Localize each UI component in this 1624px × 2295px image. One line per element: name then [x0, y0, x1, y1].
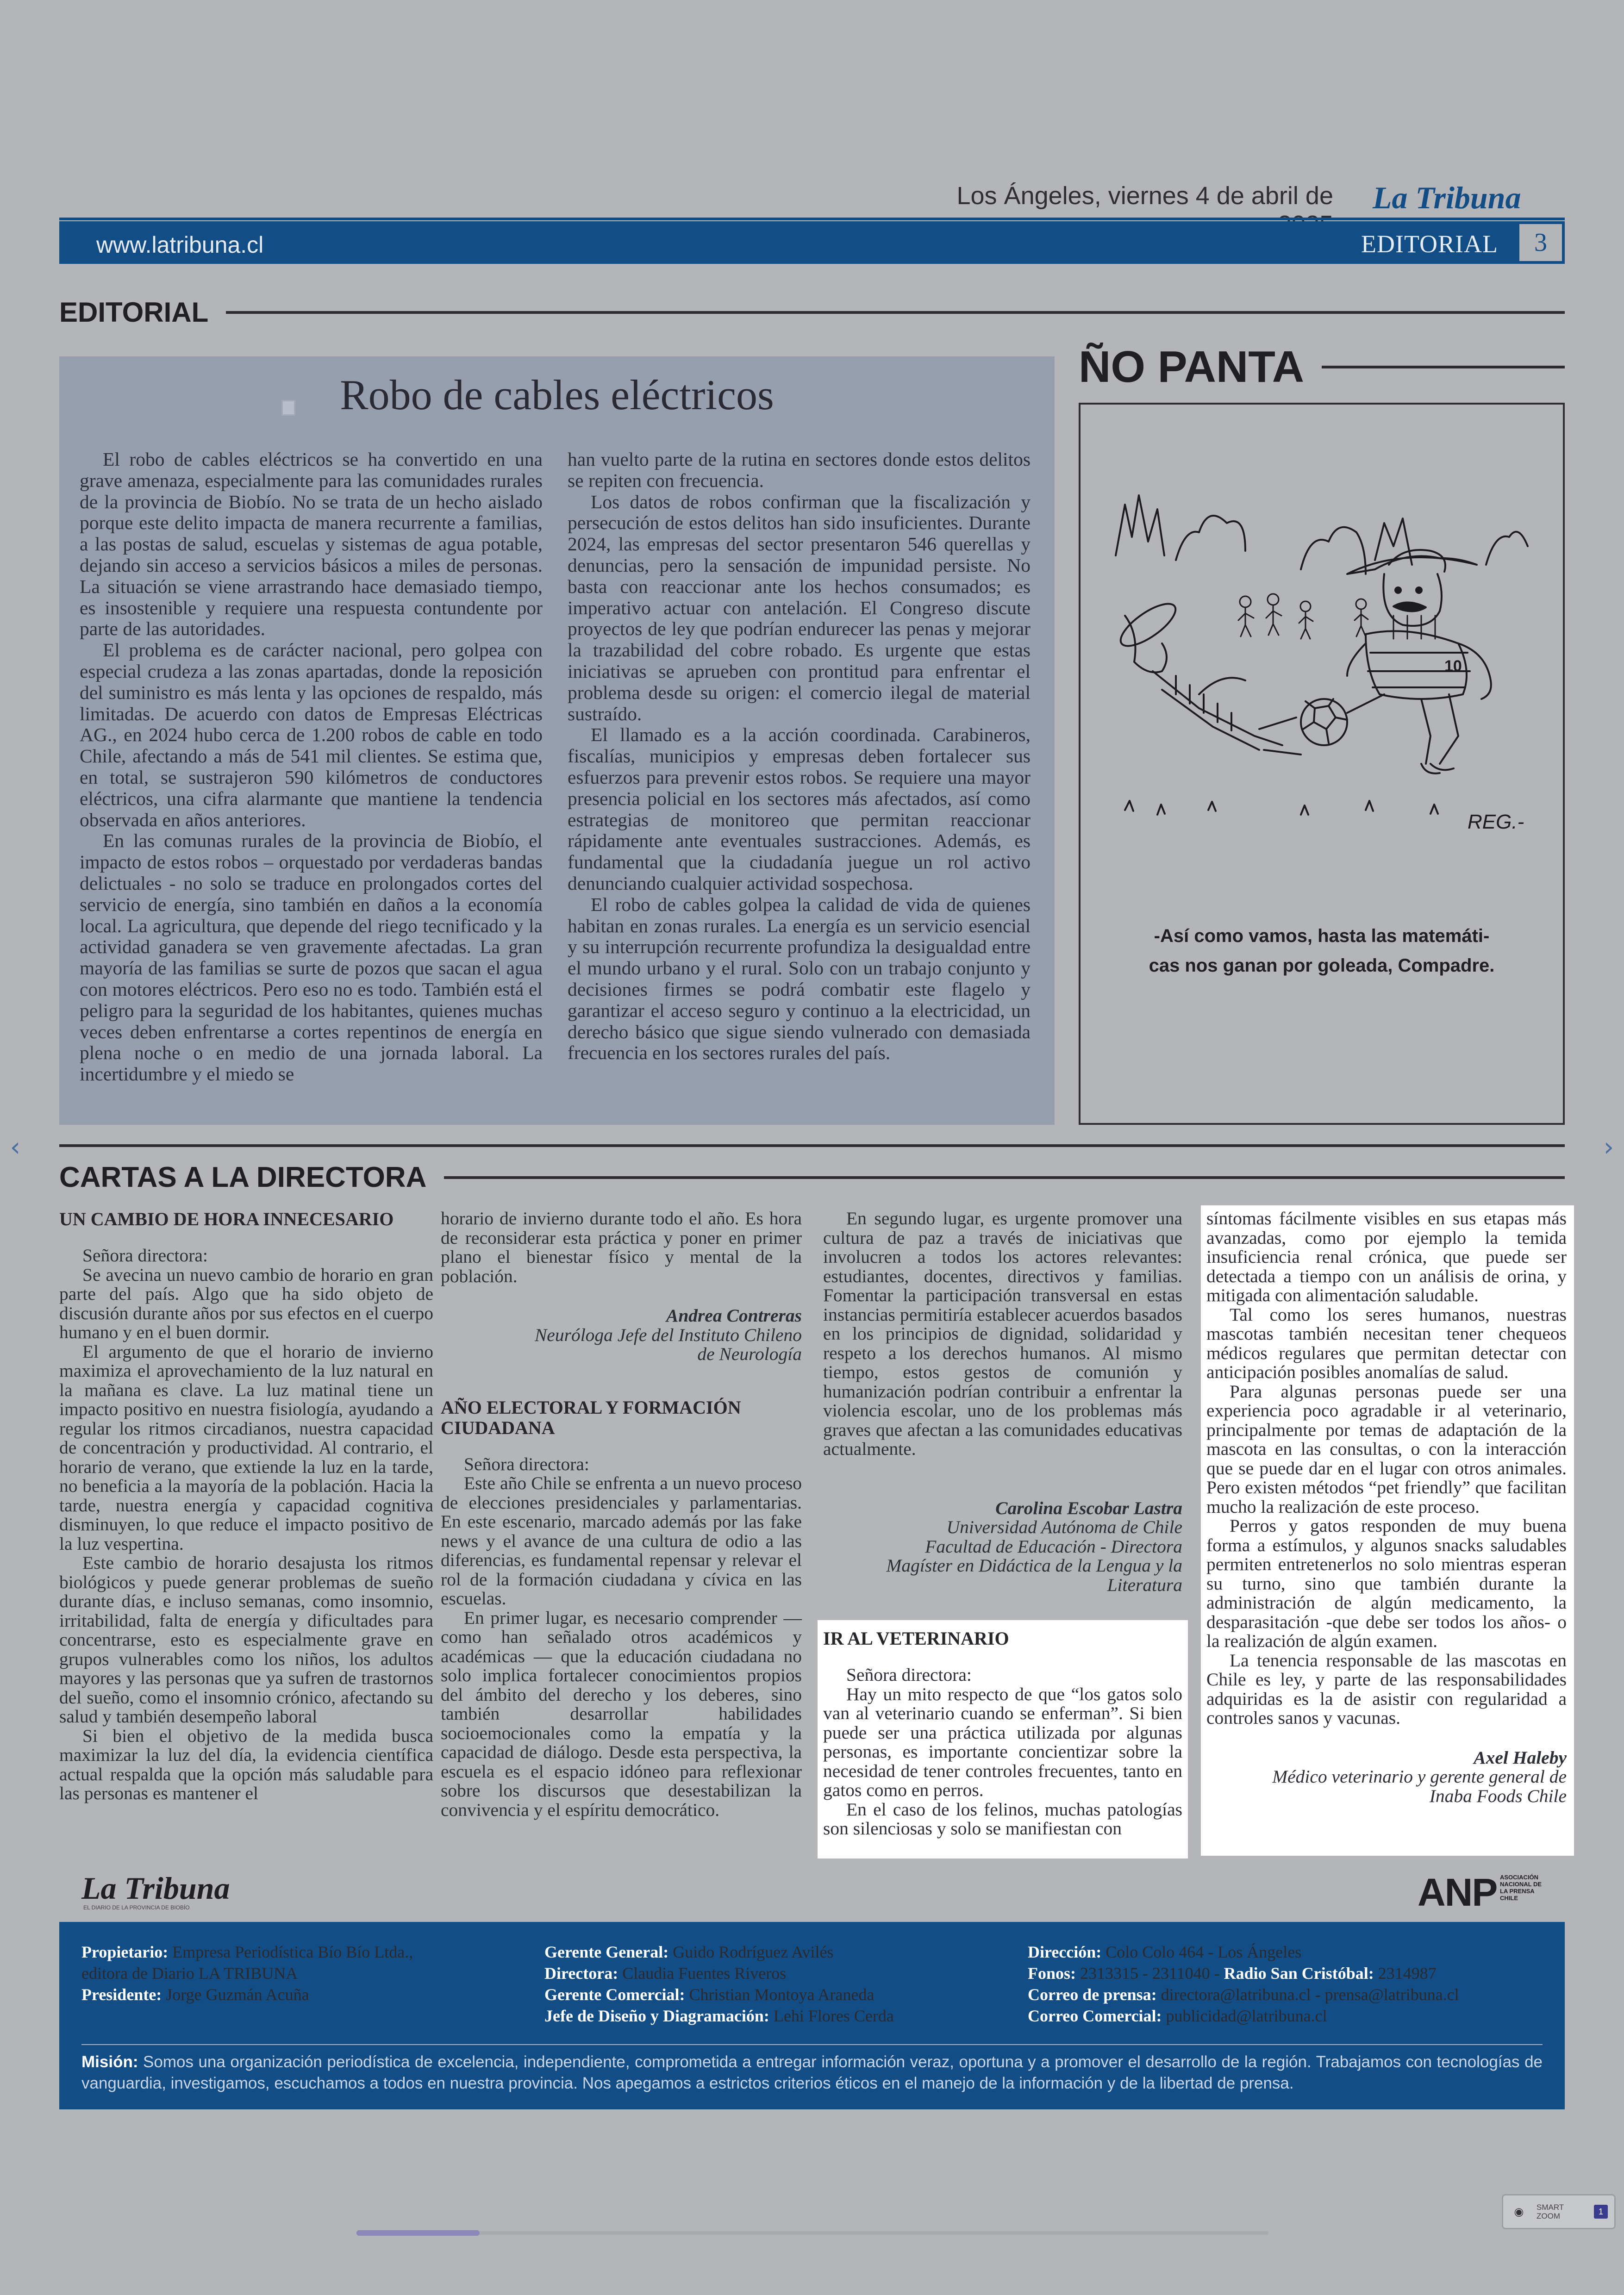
footer-label: Correo Comercial: [1028, 2007, 1162, 2025]
signature-role: Facultad de Educación - Directora [925, 1536, 1182, 1557]
chevron-right-icon[interactable]: › [1603, 1132, 1614, 1162]
footer-label: Directora: [544, 1964, 618, 1983]
cartoon-illustration [1106, 477, 1537, 884]
cartoon-caption [1111, 921, 1532, 980]
letter-salutation: Señora directora: [846, 1665, 972, 1685]
footer-label: Jefe de Diseño y Diagramación: [544, 2007, 769, 2025]
editorial-paragraph: El robo de cables eléctricos se ha convertido en una grave amenaza, especialmente para las comunidades rurales de la provincia de Biobío. No se trata de un hecho aislado porque este delito impacta de manera recurrente a familias, a las postas de salud, escuelas y sistemas de agua potable, dejando sin acceso a servicios básicos a miles de personas. La situación se viene arrastrando hace demasiado tiempo, es insostenible y requiere una respuesta contundente por parte de las autoridades. [80, 449, 543, 640]
letters-column-2 [441, 1209, 802, 1820]
site-url-link[interactable]: www.latribuna.cl [96, 232, 264, 258]
editorial-paragraph: En las comunas rurales de la provincia de Biobío, el impacto de estos robos – orquestado por verdaderas bandas delictuales - no solo se traduce en prolongados cortes del servicio de energía, sino también en daños a la economía local. La agricultura, que depende del riego tecnificado y la actividad ganadera se ven gravemente afectadas. La gran mayoría de las familias se surte de pozos que sacan el agua con motores eléctricos. Pero eso no es todo. También está el peligro para la seguridad de los habitantes, quienes muchas veces deben enfrentarse a cortes repentinos de energía en plena noche o en medio de una jornada laboral. La incertidumbre y el miedo se [80, 830, 543, 1085]
divider [226, 311, 1565, 314]
letter-title-line: AÑO ELECTORAL Y FORMACIÓN [441, 1397, 741, 1418]
chevron-left-icon[interactable]: ‹ [10, 1132, 21, 1162]
footer-label: Propietario: [81, 1943, 169, 1961]
footer-column-1 [81, 1941, 544, 2005]
letters-column-1 [59, 1209, 433, 1803]
editorial-paragraph: han vuelto parte de la rutina en sectores donde estos delitos se repiten con frecuencia. [568, 449, 1031, 491]
footer-column-3 [1028, 1941, 1555, 2027]
jersey-number: 10 [1444, 657, 1462, 675]
header-rule [59, 218, 1565, 220]
editorial-section-label: EDITORIAL [59, 297, 209, 328]
letter-paragraph: Este cambio de horario desajusta los ritmos biológicos y puede generar problemas de sueño durante días, e incluso semanas, como insomnio, irritabilidad, falta de energía y dificultades para concentrarse, esto es especialmente grave en grupos vulnerables como los niños, los adultos mayores y las personas que ya sufren de trastornos del sueño, como el insomnio crónico, afectando su salud y también desempeño laboral [59, 1553, 433, 1727]
signature-name: Andrea Contreras [666, 1305, 802, 1326]
grass [1125, 801, 1438, 815]
editorial-column-1 [80, 449, 543, 1085]
header-bar [59, 221, 1565, 264]
section-name: EDITORIAL [1361, 230, 1498, 258]
footer-value: editora de Diario LA TRIBUNA [81, 1964, 298, 1983]
letter-paragraph: Se avecina un nuevo cambio de horario en gran parte del país. Algo que ha sido objeto de discusión durante años por sus efectos en el cuerpo humano y en el buen dormir. [59, 1264, 433, 1342]
caption-line: -Así como vamos, hasta las matemáti- [1154, 926, 1490, 946]
letter-paragraph: síntomas fácilmente visibles en sus etapas más avanzadas, como por ejemplo la temida insuficiencia renal crónica, que puede ser detectada a tiempo con un análisis de orina, y mitigada con alimentación saludable. [1206, 1208, 1567, 1305]
signature-role: Inaba Foods Chile [1429, 1785, 1567, 1806]
footer-value: Empresa Periodística Bío Bío Ltda., [172, 1943, 413, 1961]
signature-name: Axel Haleby [1474, 1747, 1567, 1768]
letter-paragraph: La tenencia responsable de las mascotas en Chile es ley, y parte de las responsabilidades adquiridas es la de asistir con regularidad a controles sanos y vacunas. [1206, 1650, 1567, 1728]
tree-outline [1176, 516, 1245, 560]
footer-value: Christian Montoya Araneda [689, 1985, 874, 2004]
divider [59, 1144, 1565, 1147]
signature-role: Neuróloga Jefe del Instituto Chileno [534, 1324, 802, 1345]
tree-outline [1486, 532, 1528, 565]
caption-line: cas nos ganan por goleada, Compadre. [1149, 955, 1495, 976]
eye-icon: ◉ [1514, 2205, 1524, 2218]
anp-tagline: ASOCIACIÓN NACIONAL DE LA PRENSA CHILE [1500, 1874, 1542, 1902]
footer-value: Jorge Guzmán Acuña [166, 1985, 309, 2004]
soccer-ball [1301, 699, 1347, 745]
mission-label: Misión: [81, 2053, 138, 2071]
footer-label: Gerente Comercial: [544, 1985, 685, 2004]
letter-vet-start [823, 1628, 1182, 1839]
letter-title-line: CIUDADANA [441, 1417, 555, 1438]
signature-role: Médico veterinario y gerente general de [1272, 1766, 1567, 1787]
editorial-paragraph: Los datos de robos confirman que la fiscalización y persecución de estos delitos han sido insuficientes. Durante 2024, las empresas del sector presentaron 546 querellas y denuncias, pero la sensación de impunidad persiste. No basta con reaccionar ante los hechos consumados; es imperativo actuar con antelación. El Congreso discute proyectos de ley que podrían endurecer las penas y mejorar la trazabilidad del cobre robado. Es urgente que estas iniciativas se aprueben con prontitud para enfrentar el problema desde su origen: el comercio ilegal de material sustraído. [568, 491, 1031, 724]
signature-role: Literatura [1107, 1574, 1182, 1595]
footer-value: Lehi Flores Cerda [773, 2007, 894, 2025]
signature-role: Universidad Autónoma de Chile [946, 1517, 1182, 1537]
divider [81, 2044, 1543, 2045]
letter-signature [441, 1306, 802, 1364]
footer-email-link[interactable]: directora@latribuna.cl - prensa@latribuna.cl [1161, 1985, 1459, 2004]
editorial-paragraph: El robo de cables golpea la calidad de vida de quienes habitan en zonas rurales. La energía es un servicio esencial y su interrupción recurrente profundiza la desigualdad entre el mundo urbano y el rural. Solo con un trabajo conjunto y decisiones firmes se podrá combatir este flagelo y garantizar el acceso seguro y continuo a la electricidad, un derecho básico que sigue siendo vulnerado con demasiada frecuencia en los sectores rurales del país. [568, 893, 1031, 1064]
smart-zoom-label-line: SMART [1537, 2203, 1564, 2212]
editorial-title: Robo de cables eléctricos [340, 371, 774, 418]
editorial-column-2 [568, 449, 1031, 1064]
footer-value: 2314987 [1378, 1964, 1437, 1983]
letter-paragraph: En primer lugar, es necesario comprender — como han señalado otros académicos y académicas — que la educación ciudadana no solo implica fortalecer conocimientos propios del ámbito del derecho y los deberes, sino también desarrollar habilidades socioemocionales como la empatía y la capacidad de diálogo. Desde esta perspectiva, la escuela es el espacio idóneo para reflexionar sobre los discursos que desestabilizan la convivencia y el espíritu democrático. [441, 1607, 802, 1820]
letters-column-3 [823, 1209, 1182, 1595]
letter-paragraph: horario de invierno durante todo el año. Es hora de reconsiderar esta práctica y poner en primer plano el bienestar físico y mental de la población. [441, 1208, 802, 1286]
letter-salutation: Señora directora: [464, 1453, 589, 1474]
letter-paragraph: Tal como los seres humanos, nuestras mascotas también necesitan tener chequeos médicos regulares que permitan detectar con anticipación posibles anomalías de salud. [1206, 1304, 1567, 1382]
footer-logo: La Tribuna [81, 1871, 230, 1906]
footer-value: Claudia Fuentes Riveros [622, 1964, 787, 1983]
footer-column-2 [544, 1941, 1007, 2027]
mission-statement [81, 2052, 1543, 2094]
signature-role: Magíster en Didáctica de la Lengua y la [886, 1555, 1182, 1576]
dateline: Los Ángeles, viernes 4 de abril de [956, 182, 1333, 210]
cartoon-section-label: ÑO PANTA [1079, 342, 1305, 392]
footer-value: Colo Colo 464 - Los Ángeles [1106, 1943, 1302, 1961]
footer-email-link[interactable]: publicidad@latribuna.cl [1166, 2007, 1327, 2025]
cartoonist-signature: REG.- [1468, 811, 1524, 833]
footer-label: Presidente: [81, 1985, 162, 2004]
letters-section-label: CARTAS A LA DIRECTORA [59, 1161, 427, 1193]
letter-paragraph: En el caso de los felinos, muchas patologías son silenciosas y solo se manifiestan con [823, 1799, 1182, 1839]
letter-signature [1206, 1748, 1567, 1806]
standing-player [1347, 550, 1491, 773]
smart-zoom-label [1537, 2203, 1564, 2220]
footer-value: Guido Rodríguez Avilés [673, 1943, 834, 1961]
tree-outline [1116, 495, 1164, 555]
letter-paragraph: En segundo lugar, es urgente promover una cultura de paz a través de iniciativas que involucren a todos los actores relevantes: estudiantes, docentes, directivos y familias. Fomentar la participación transversal en estas instancias permitiría establecer acuerdos basados en los principios de dignidad, solidaridad y respeto a los derechos humanos. Al mismo tiempo, estos gestos de comunión y humanización podrían contribuir a enfrentar la violencia escolar, uno de los problemas más graves que afectan a las comunidades educativas actualmente. [823, 1208, 1182, 1459]
editorial-paragraph: El llamado es a la acción coordinada. Carabineros, fiscalías, municipios y empresas deben fortalecer sus esfuerzos para prevenir estos robos. Se requiere una mayor presencia policial en los sectores más afectados, así como estrategias de monitoreo que permitan reaccionar rápidamente ante eventuales sustracciones. Además, es fundamental que la ciudadanía juegue un rol activo denunciando cualquier actividad sospechosa. [568, 724, 1031, 894]
letter-signature [823, 1499, 1182, 1595]
letter-paragraph: Si bien el objetivo de la medida busca maximizar la luz del día, la evidencia científica actual respalda que la opción más saludable para las personas es mantener el [59, 1725, 433, 1803]
footer-label: Correo de prensa: [1028, 1985, 1157, 2004]
divider [444, 1176, 1565, 1179]
anp-logo: ANP [1418, 1871, 1497, 1914]
page-scrollbar-thumb[interactable] [356, 2230, 480, 2236]
smart-zoom-label-line: ZOOM [1537, 2212, 1560, 2220]
footer-label: Fonos: [1028, 1964, 1076, 1983]
cartoon-section-head [1079, 342, 1565, 393]
page-scrollbar-track[interactable] [356, 2231, 1268, 2235]
letter-title: IR AL VETERINARIO [823, 1628, 1009, 1649]
letter-salutation: Señora directora: [82, 1245, 208, 1266]
mission-text: Somos una organización periodística de excelencia, independiente, comprometida a entregar información veraz, oportuna y a promover el desarrollo de la región. Trabajamos con tecnologías de vanguardia, investigamos, escuchamos a todos en nuestra provincia. Nos apegamos a estrictos criterios éticos en el manejo de la información y de la libertad de prensa. [81, 2053, 1543, 2092]
letter-paragraph: Perros y gatos responden de muy buena forma a estímulos, y algunos snacks saludables permiten entretenerlos no solo mientras esperan su turno, sino que también durante la administración de algún medicamento, la desparasitación -que debe ser todos los años- o la realización de algún examen. [1206, 1515, 1567, 1651]
divider [1322, 366, 1565, 368]
letter-title [441, 1397, 802, 1438]
signature-name: Carolina Escobar Lastra [995, 1497, 1182, 1518]
tree-outline [1301, 527, 1366, 574]
letters-section-head [59, 1161, 1565, 1194]
page-number: 3 [1519, 221, 1565, 264]
letter-paragraph: Hay un mito respecto de que “los gatos solo van al veterinario cuando se enferman”. Si bien puede ser una práctica utilizada por algunas personas, es importante concientizar sobre la necesidad de tener controles frecuentes, tanto en gatos como en perros. [823, 1684, 1182, 1800]
letter-title: UN CAMBIO DE HORA INNECESARIO [59, 1209, 394, 1229]
footer-label: Radio San Cristóbal: [1224, 1964, 1374, 1983]
smart-zoom-button[interactable] [1502, 2194, 1616, 2229]
signature-role: de Neurología [697, 1344, 802, 1364]
footer-label: Gerente General: [544, 1943, 669, 1961]
footer-value: 2313315 - 2311040 - [1080, 1964, 1220, 1983]
letter-paragraph: El argumento de que el horario de invierno maximiza el aprovechamiento de la luz natural en la mañana es clave. La luz matinal tiene un impacto positivo en nuestra fisiología, ayudando a regular los ritmos circadianos, nuestra capacidad de concentración y productividad. Al contrario, el horario de verano, que extiende la luz en la tarde, no beneficia a la mayoría de la población. Hacia la tarde, nuestra energía y capacidad cognitiva disminuyen, lo que reduce el impacto positivo de la luz vespertina. [59, 1341, 433, 1554]
masthead-logo: La Tribuna [1373, 180, 1521, 215]
smart-zoom-badge: 1 [1594, 2205, 1608, 2219]
letter-paragraph: Este año Chile se enfrenta a un nuevo proceso de elecciones presidenciales y parlamentarias. En este escenario, marcado además por las fake news y el avance de una cultura de odio a las diferencias, es fundamental repensar y relevar el rol de la formación ciudadana y cívica en las escuelas. [441, 1473, 802, 1609]
editorial-section-head [59, 296, 1565, 328]
footer-label: Dirección: [1028, 1943, 1102, 1961]
editorial-paragraph: El problema es de carácter nacional, pero golpea con especial crudeza a las zonas apartadas, donde la reposición del suministro es más lenta y las opciones de respaldo, más limitadas. De acuerdo con datos de Empresas Eléctricas AG., en 2024 hubo cerca de 1.200 robos de cable en todo Chile, afectando a más de 541 mil clientes. Se estima que, en total, se sustrajeron 590 kilómetros de conductores eléctricos, una cifra alarmante que mantiene la tendencia observada en años anteriores. [80, 639, 543, 830]
letters-column-4 [1206, 1209, 1567, 1806]
letter-paragraph: Para algunas personas puede ser una experiencia poco agradable ir al veterinario, principalmente por temas de adaptación de la mascota en las consultas, o con la interacción que se puede dar en el lugar con otros animales. Pero existen métodos “pet friendly” que facilitan mucho la realización de este proceso. [1206, 1381, 1567, 1517]
footer-logo-tagline: EL DIARIO DE LA PROVINCIA DE BIOBÍO [83, 1904, 190, 1911]
